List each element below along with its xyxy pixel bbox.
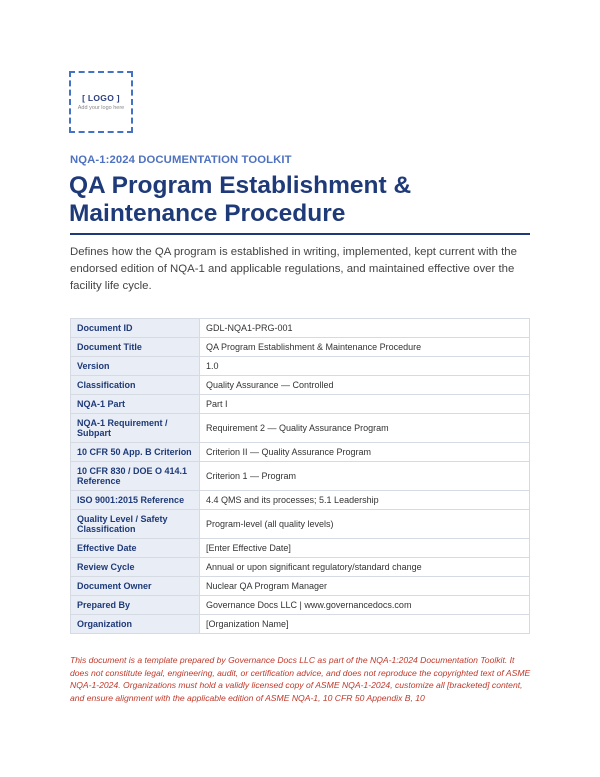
metadata-value: Criterion II — Quality Assurance Program [200,443,530,462]
metadata-row [71,539,530,558]
metadata-row [71,443,530,462]
metadata-value: Requirement 2 — Quality Assurance Program [200,414,530,443]
metadata-value: Annual or upon significant regulatory/standard change [200,558,530,577]
metadata-label: Effective Date [71,539,200,558]
metadata-value: Quality Assurance — Controlled [200,376,530,395]
metadata-value: Governance Docs LLC | www.governancedocs.com [200,596,530,615]
toolkit-label: NQA-1:2024 DOCUMENTATION TOOLKIT [70,154,292,166]
metadata-label: 10 CFR 50 App. B Criterion [71,443,200,462]
metadata-row [71,596,530,615]
metadata-label: Organization [71,615,200,634]
metadata-label: ISO 9001:2015 Reference [71,491,200,510]
metadata-value: Program-level (all quality levels) [200,510,530,539]
metadata-value: [Organization Name] [200,615,530,634]
metadata-row [71,615,530,634]
metadata-label: Review Cycle [71,558,200,577]
metadata-label: 10 CFR 830 / DOE O 414.1 Reference [71,462,200,491]
metadata-row [71,395,530,414]
document-title: QA Program Establishment & Maintenance Procedure [69,172,412,227]
metadata-row [71,491,530,510]
metadata-value: 4.4 QMS and its processes; 5.1 Leadership [200,491,530,510]
logo-placeholder-title: [ LOGO ] [82,93,120,103]
metadata-label: NQA-1 Part [71,395,200,414]
metadata-value: Criterion 1 — Program [200,462,530,491]
metadata-value: [Enter Effective Date] [200,539,530,558]
metadata-label: Quality Level / Safety Classification [71,510,200,539]
metadata-row [71,357,530,376]
document-metadata-table [70,318,530,634]
metadata-value: 1.0 [200,357,530,376]
metadata-label: Prepared By [71,596,200,615]
metadata-row [71,338,530,357]
metadata-value: QA Program Establishment & Maintenance Procedure [200,338,530,357]
metadata-value: GDL-NQA1-PRG-001 [200,319,530,338]
metadata-label: NQA-1 Requirement / Subpart [71,414,200,443]
metadata-row [71,558,530,577]
metadata-row [71,510,530,539]
metadata-row [71,376,530,395]
metadata-label: Version [71,357,200,376]
metadata-row [71,319,530,338]
metadata-label: Classification [71,376,200,395]
metadata-row [71,577,530,596]
metadata-row [71,414,530,443]
metadata-label: Document ID [71,319,200,338]
intro-paragraph: Defines how the QA program is established in writing, implemented, kept current with the endorsed edition of NQA-1 and applicable regulations, and maintained effective over the facility life cycle. [70,246,517,292]
logo-placeholder [69,71,133,133]
metadata-label: Document Owner [71,577,200,596]
metadata-value: Nuclear QA Program Manager [200,577,530,596]
logo-placeholder-subtitle: Add your logo here [77,105,125,111]
title-divider [70,233,530,235]
metadata-row [71,462,530,491]
metadata-value: Part I [200,395,530,414]
metadata-label: Document Title [71,338,200,357]
disclaimer-text: This document is a template prepared by Governance Docs LLC as part of the NQA-1:2024 Documentation Toolkit. It does not constitute legal, engineering, audit, or certification advice, and does not reproduce the copyrighted text of ASME NQA-1-2024. Organizations must hold a validly licensed copy of ASME NQA-1-2024, customize all [bracketed] content, and ensure alignment with the applicable edition of ASME NQA-1, 10 CFR 50 Appendix B, 10 [70,655,531,703]
